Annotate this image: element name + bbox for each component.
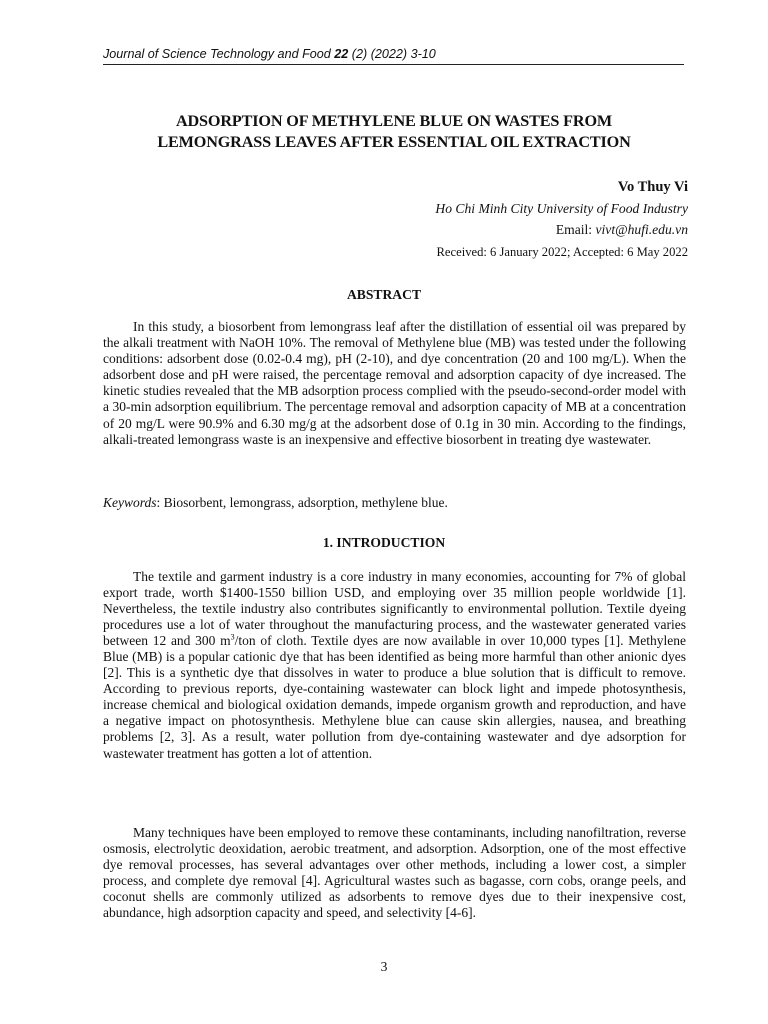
email-label: Email: [555, 222, 596, 237]
intro-p1-part-2: /ton of cloth. Textile dyes are now available in over 10,000 types [1]. Methylene Blue (MB) is a popular cationic dye that has been identified as being more harmful than other anionic dyes [2]. This is a synthetic dye that dissolves in water to produce a blue solution that is difficult to remove. According to previous reports, dye-containing wastewater can block light and impede photosynthesis, increase chemical and biological oxidation demands, impede organism growth and reproduction, and have a negative impact on photosynthesis. Methylene blue can cause skin allergies, nausea, and breathing problems [2, 3]. As a result, water pollution from dye-containing wastewater and dye adsorption for wastewater treatment has gotten a lot of attention. [103, 633, 687, 761]
email-address: vivt@hufi.edu.vn [595, 222, 688, 237]
received-accepted-dates: Received: 6 January 2022; Accepted: 6 May 2022 [436, 245, 688, 259]
introduction-paragraph-1 [103, 569, 686, 762]
keywords-list: : Biosorbent, lemongrass, adsorption, methylene blue. [156, 495, 448, 510]
journal-header [103, 47, 684, 65]
introduction-paragraph-2: Many techniques have been employed to remove these contaminants, including nanofiltration, reverse osmosis, electrolytic deoxidation, aerobic treatment, and adsorption. Adsorption, one of the most effective dye removal processes, has several advantages over other methods, including a lower cost, a simpler process, and complete dye removal [4]. Agricultural wastes such as bagasse, corn cobs, orange peels, and coconut shells are commonly utilized as adsorbents to remove dyes due to their inexpensive cost, abundance, high adsorption capacity and speed, and selectivity [4-6]. [103, 825, 686, 921]
keywords-line [103, 495, 686, 511]
journal-name: Journal of Science Technology and Food [103, 47, 331, 61]
abstract-text: In this study, a biosorbent from lemongrass leaf after the distillation of essential oil was prepared by the alkali treatment with NaOH 10%. The removal of Methylene blue (MB) was tested under the following conditions: adsorbent dose (0.02-0.4 mg), pH (2-10), and dye concentration (20 and 100 mg/L). When the adsorbent dose and pH were raised, the percentage removal and adsorption capacity of dye increased. The kinetic studies revealed that the MB adsorption process complied with the pseudo-second-order model with a 30-min adsorption equilibrium. The percentage removal and adsorption capacity of MB at a concentration of 20 mg/L were 90.9% and 6.30 mg/g at the adsorbent dose of 0.1g in 30 min. According to the findings, alkali-treated lemongrass waste is an inexpensive and effective biosorbent in treating dye wastewater. [103, 319, 686, 447]
journal-volume: 22 [334, 47, 349, 61]
title-line-1: ADSORPTION OF METHYLENE BLUE ON WASTES FROM [175, 112, 613, 130]
abstract-heading: ABSTRACT [346, 287, 422, 302]
paper-title [90, 111, 698, 153]
author-email [268, 220, 688, 240]
section-heading-introduction: 1. INTRODUCTION [322, 535, 446, 550]
journal-issue-pages: (2) (2022) 3-10 [351, 47, 436, 61]
title-line-2: LEMONGRASS LEAVES AFTER ESSENTIAL OIL EXTRACTION [157, 133, 631, 151]
cubic-superscript: 3 [230, 632, 235, 642]
author-name: Vo Thuy Vi [617, 179, 688, 195]
author-block [268, 177, 688, 261]
page-number: 3 [380, 959, 388, 974]
keywords-label: Keywords [103, 495, 157, 510]
author-affiliation: Ho Chi Minh City University of Food Industry [435, 201, 688, 216]
intro-p1-part-1: The textile and garment industry is a core industry in many economies, accounting for 7% of global export trade, worth $1400-1550 billion USD, and employing over 35 million people worldwide [1]. Nevertheless, the textile industry also contributes significantly to environmental pollution. Textile dyeing procedures use a lot of water throughout the manufacturing process, and the wastewater generated varies between 12 and 300 m [103, 569, 686, 649]
